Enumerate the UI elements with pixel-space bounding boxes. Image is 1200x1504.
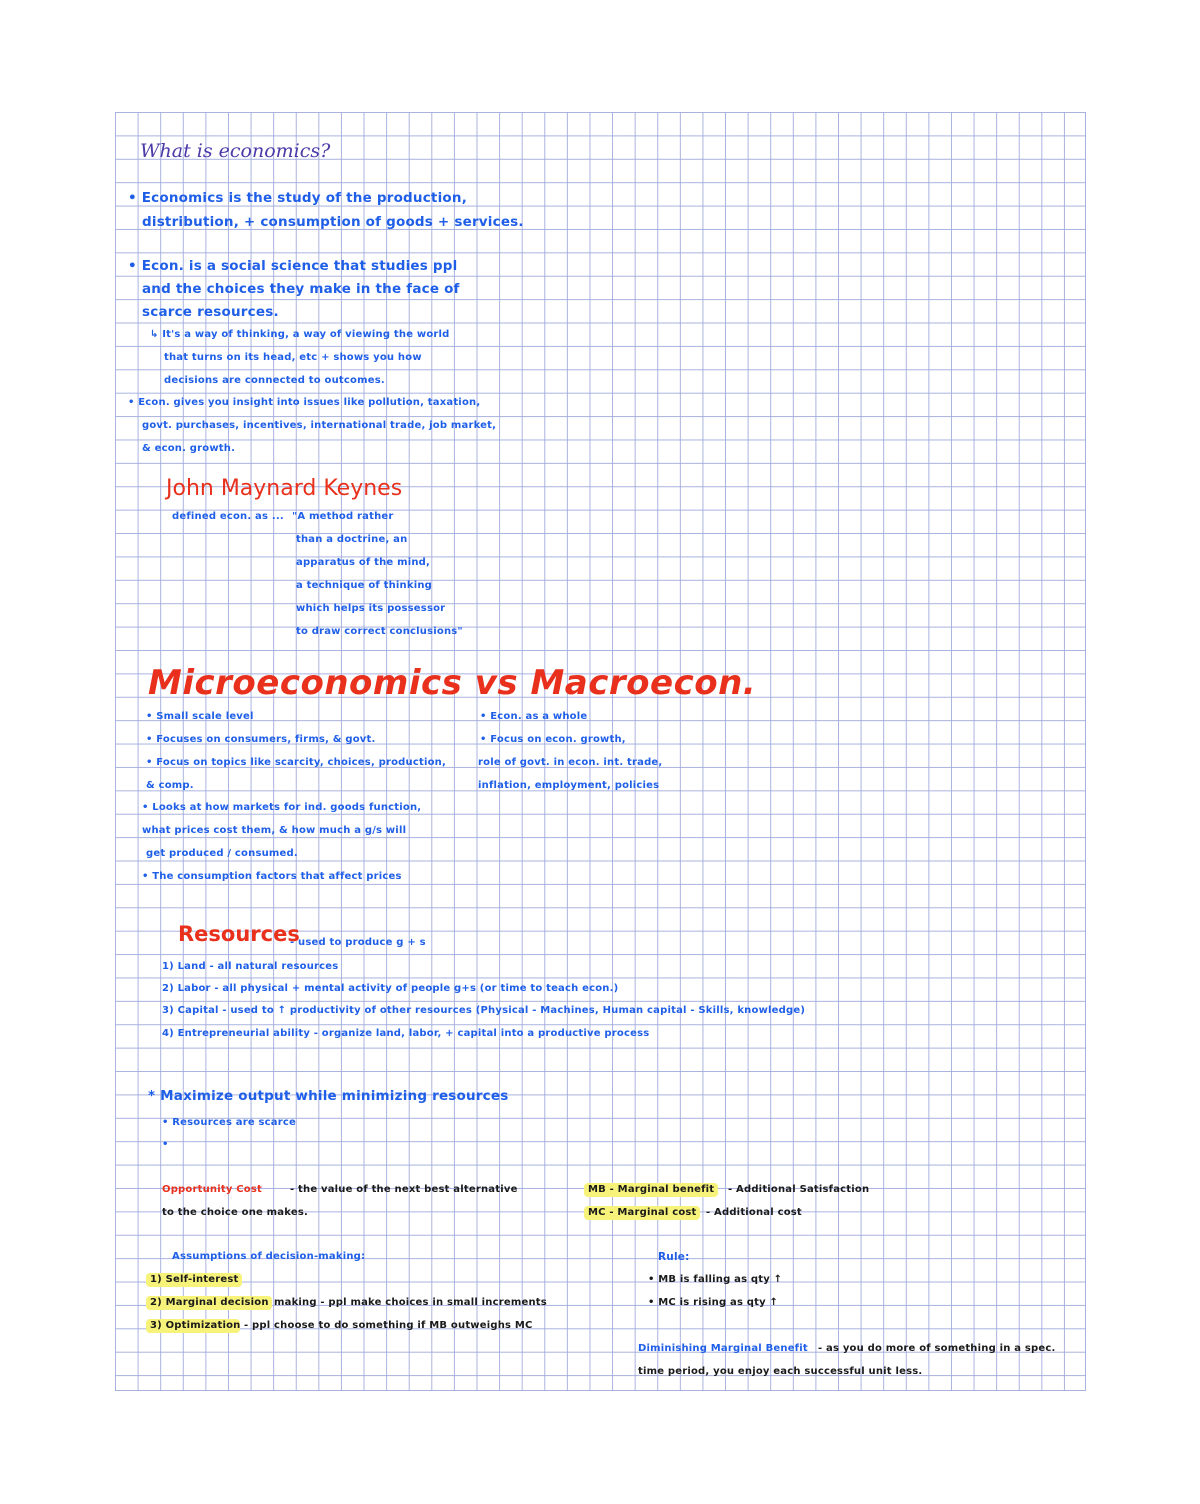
intro-sub-line-2: that turns on its head, etc + shows you how [164,352,422,363]
macro-line-4: inflation, employment, policies [478,780,660,791]
dmb-term: Diminishing Marginal Benefit [638,1343,808,1354]
rule-line-1: • MB is falling as qty ↑ [648,1274,783,1285]
mb-term: MB - Marginal benefit [588,1184,715,1195]
assumption-3-term: 3) Optimization [150,1320,241,1331]
assumptions-heading: Assumptions of decision-making: [172,1251,366,1262]
opportunity-cost-def-1: - the value of the next best alternative [290,1184,518,1195]
assumption-3-rest: - ppl choose to do something if MB outweighs MC [244,1320,533,1331]
mc-def: - Additional cost [706,1207,802,1218]
macro-line-2: • Focus on econ. growth, [480,734,626,745]
intro-sub-line-3: decisions are connected to outcomes. [164,375,385,386]
intro-bullet-3-line-3: & econ. growth. [142,443,236,454]
keynes-quote-3: apparatus of the mind, [296,557,431,568]
micro-line-4: & comp. [146,780,194,791]
intro-bullet-3-line-2: govt. purchases, incentives, international trade, job market, [142,420,497,431]
dmb-def-1: - as you do more of something in a spec. [818,1343,1056,1354]
micro-line-1: • Small scale level [146,711,254,722]
keynes-quote-6: to draw correct conclusions" [296,626,463,637]
opportunity-cost-term: Opportunity Cost [162,1184,262,1195]
mb-def: - Additional Satisfaction [728,1184,870,1195]
intro-bullet-1-line-1: • Economics is the study of the production, [128,190,468,206]
rule-heading: Rule: [658,1251,690,1263]
resources-heading: Resources [178,922,300,946]
mc-term: MC - Marginal cost [588,1207,697,1218]
dmb-def-2: time period, you enjoy each successful unit less. [638,1366,923,1377]
maximize-heading: * Maximize output while minimizing resources [148,1088,509,1104]
keynes-quote-4: a technique of thinking [296,580,433,591]
opportunity-cost-def-2: to the choice one makes. [162,1207,308,1218]
micro-line-2: • Focuses on consumers, firms, & govt. [146,734,376,745]
keynes-quote-5: which helps its possessor [296,603,446,614]
intro-bullet-2-line-3: scarce resources. [142,304,279,320]
resource-land: 1) Land - all natural resources [162,961,339,972]
macro-line-1: • Econ. as a whole [480,711,588,722]
keynes-lead: defined econ. as ... [172,511,284,522]
intro-bullet-2-line-2: and the choices they make in the face of [142,281,460,297]
resource-capital: 3) Capital - used to ↑ productivity of other resources (Physical - Machines, Human capital - Skills, knowledge) [162,1005,806,1016]
keynes-quote-1: "A method rather [292,511,394,522]
micro-line-5: • Looks at how markets for ind. goods function, [142,802,422,813]
rule-line-2: • MC is rising as qty ↑ [648,1297,779,1308]
intro-bullet-1-line-2: distribution, + consumption of goods + services. [142,214,524,230]
resources-note: - used to produce g + s [290,937,426,948]
resource-labor: 2) Labor - all physical + mental activity of people g+s (or time to teach econ.) [162,983,619,994]
keynes-quote-2: than a doctrine, an [296,534,408,545]
micro-macro-heading: Microeconomics vs Macroecon. [148,663,757,703]
assumption-1-term: 1) Self-interest [150,1274,239,1285]
micro-line-8: • The consumption factors that affect prices [142,871,402,882]
assumption-2-rest: making - ppl make choices in small increments [274,1297,547,1308]
page-title: What is economics? [140,140,331,162]
resource-entrepreneurial: 4) Entrepreneurial ability - organize land, labor, + capital into a productive process [162,1028,650,1039]
intro-bullet-3-line-1: • Econ. gives you insight into issues like pollution, taxation, [128,397,481,408]
micro-line-6: what prices cost them, & how much a g/s will [142,825,407,836]
micro-line-3: • Focus on topics like scarcity, choices, production, [146,757,446,768]
intro-bullet-2-line-1: • Econ. is a social science that studies ppl [128,258,458,274]
assumption-2-term: 2) Marginal decision [150,1297,269,1308]
macro-line-3: role of govt. in econ. int. trade, [478,757,663,768]
intro-sub-line-1: ↳ It's a way of thinking, a way of viewing the world [150,329,450,340]
micro-line-7: get produced / consumed. [146,848,298,859]
maximize-sub: • Resources are scarce [162,1117,296,1128]
maximize-dot: • [162,1139,169,1150]
keynes-name: John Maynard Keynes [166,476,403,501]
